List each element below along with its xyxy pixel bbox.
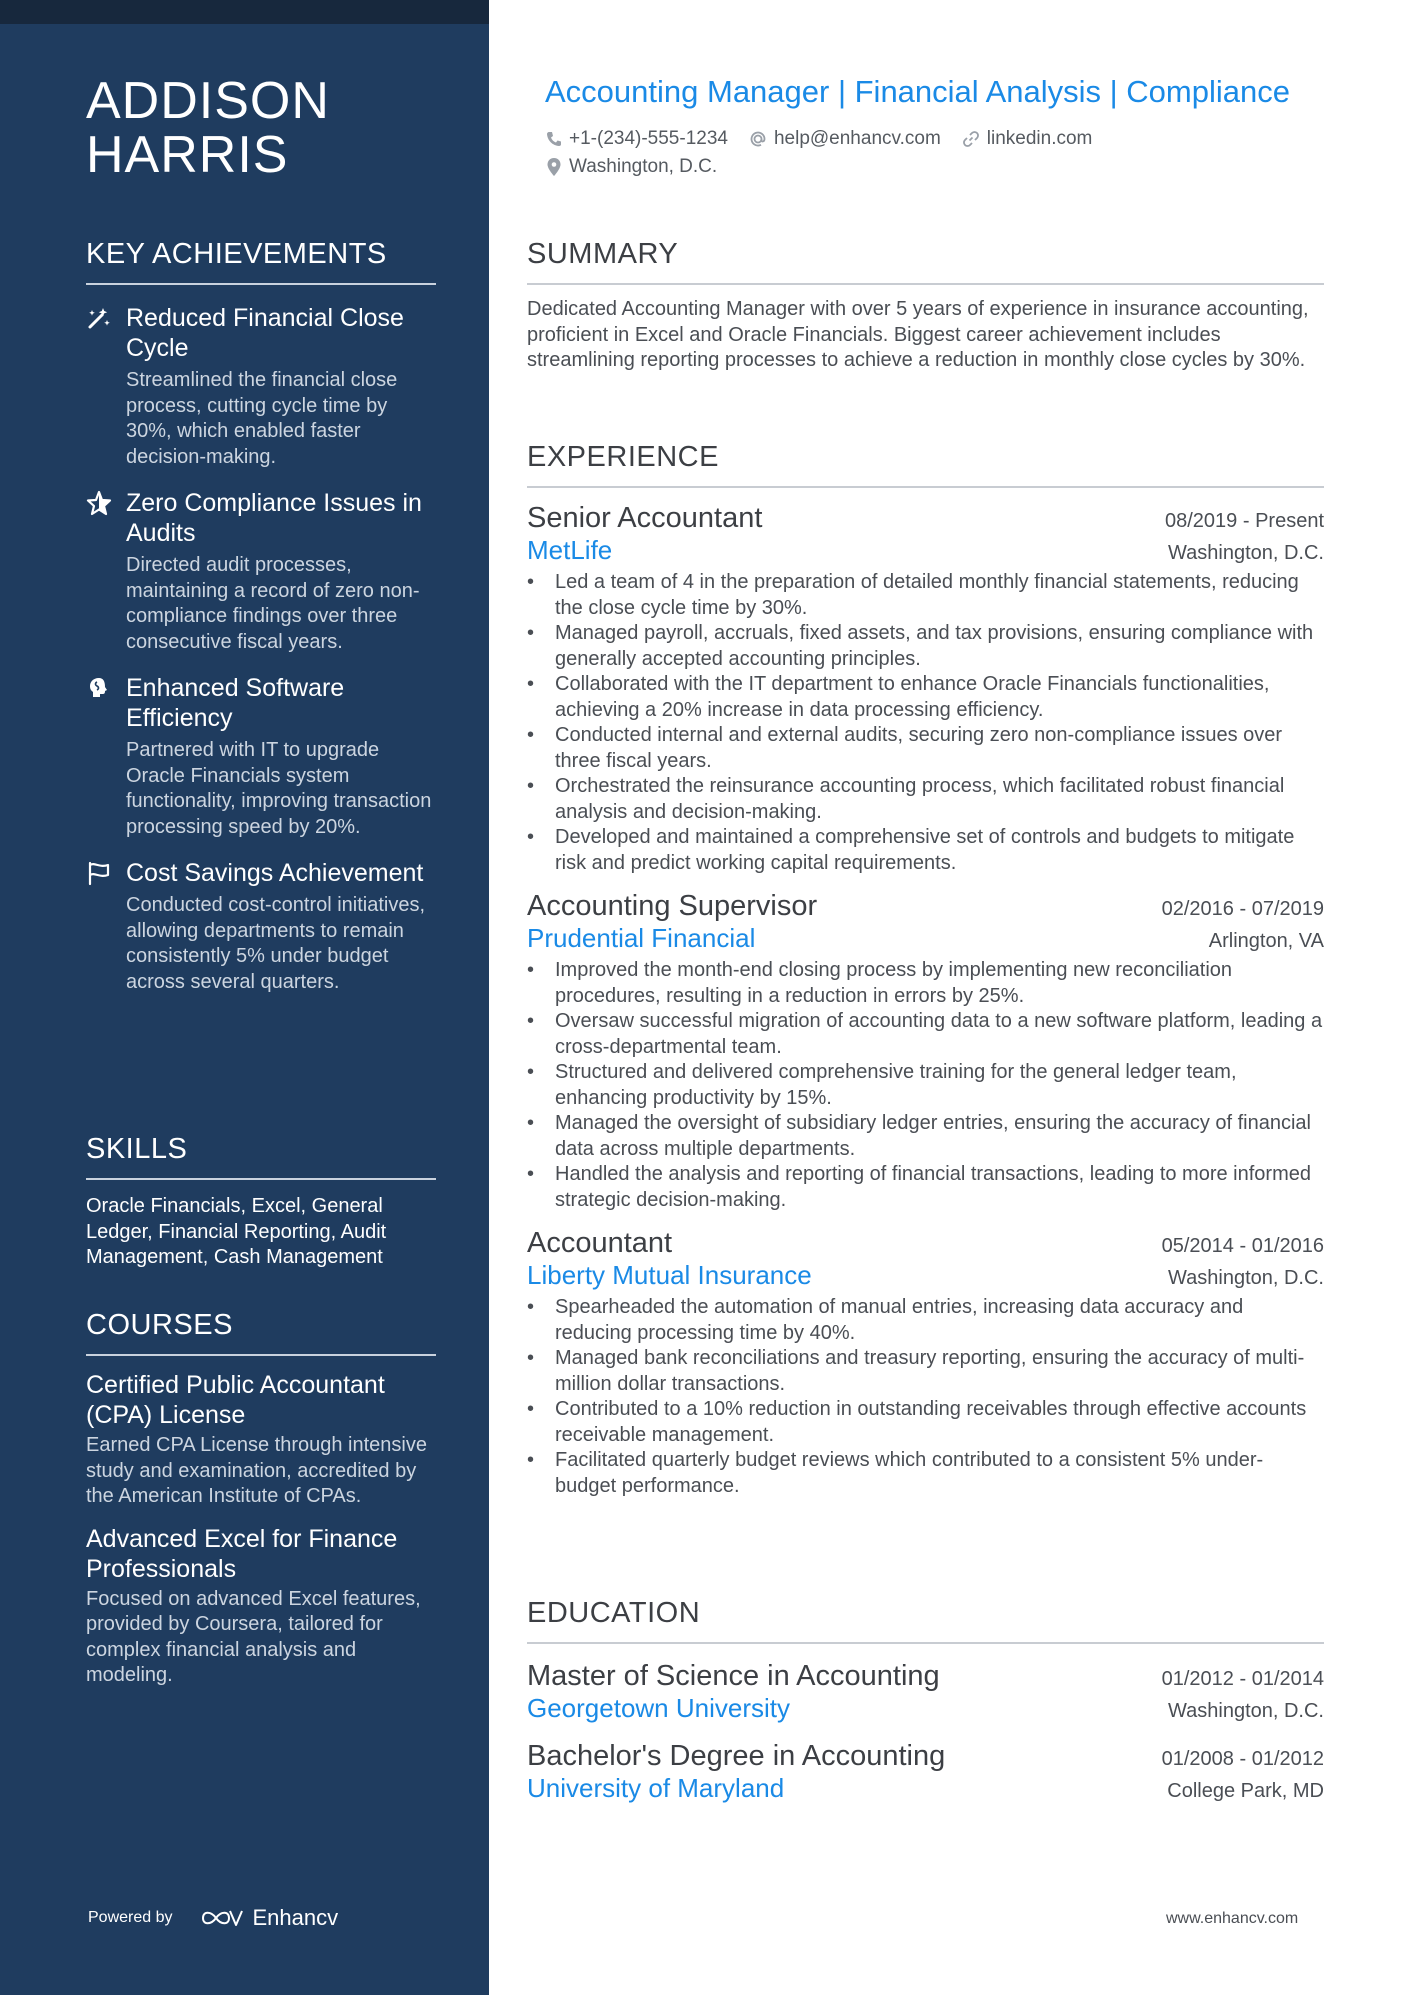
achievement-title: Cost Savings Achievement	[126, 859, 424, 887]
phone-text: +1-(234)-555-1234	[569, 128, 728, 149]
course-description: Focused on advanced Excel features, provided by Coursera, tailored for complex financial analysis and modeling.	[86, 1587, 421, 1686]
summary-heading: SUMMARY	[527, 238, 1324, 285]
candidate-name: ADDISON HARRIS	[86, 72, 330, 184]
link-contact[interactable]	[961, 128, 1093, 150]
degree-title: Master of Science in Accounting	[527, 1660, 940, 1692]
enhancv-logo-icon	[199, 1907, 245, 1929]
achievement-title: Reduced Financial Close Cycle	[126, 304, 404, 362]
headline: Accounting Manager | Financial Analysis | Compliance	[545, 74, 1290, 109]
bullet-item: • Spearheaded the automation of manual entries, increasing data accuracy and reducing processing time by 40%.	[527, 1295, 1324, 1346]
sidebar-top-bar	[0, 0, 489, 24]
link-text: linkedin.com	[986, 128, 1093, 149]
job-entry	[527, 502, 1324, 876]
bullet-item: • Improved the month-end closing process by implementing new reconciliation procedures, resulting in a reduction in errors by 25%.	[527, 958, 1324, 1009]
bullet-item: • Managed bank reconciliations and treasury reporting, ensuring the accuracy of multi-million dollar transactions.	[527, 1346, 1324, 1397]
skills-heading: SKILLS	[86, 1133, 436, 1180]
bullet-item: • Led a team of 4 in the preparation of detailed monthly financial statements, reducing the close cycle time by 30%.	[527, 570, 1324, 621]
bullet-item: • Contributed to a 10% reduction in outstanding receivables through effective accounts receivable management.	[527, 1397, 1324, 1448]
bullet-item: • Conducted internal and external audits, securing zero non-compliance issues over three fiscal years.	[527, 723, 1324, 774]
achievement-item	[86, 303, 436, 470]
education-heading: EDUCATION	[527, 1597, 1324, 1644]
magic-wand-icon	[86, 305, 112, 331]
summary-section	[527, 238, 1324, 374]
phone-icon	[545, 130, 563, 148]
job-dates: 02/2016 - 07/2019	[1161, 898, 1324, 920]
job-entry	[527, 1227, 1324, 1499]
job-title: Accounting Supervisor	[527, 890, 818, 922]
achievement-title: Enhanced Software Efficiency	[126, 674, 345, 732]
company-name[interactable]: Prudential Financial	[527, 923, 756, 953]
company-name[interactable]: Liberty Mutual Insurance	[527, 1260, 812, 1290]
school-location: College Park, MD	[1167, 1780, 1324, 1802]
bullet-item: • Developed and maintained a comprehensive set of controls and budgets to mitigate risk and predict working capital requirements.	[527, 825, 1324, 876]
course-item	[86, 1370, 436, 1510]
experience-heading: EXPERIENCE	[527, 441, 1324, 488]
key-achievements-heading: KEY ACHIEVEMENTS	[86, 238, 436, 285]
job-title: Senior Accountant	[527, 502, 763, 534]
skills-list: Oracle Financials, Excel, General Ledger, Financial Reporting, Audit Management, Cash Management	[86, 1195, 387, 1268]
email-text: help@enhancv.com	[773, 128, 941, 149]
achievement-item	[86, 488, 436, 655]
achievement-description: Partnered with IT to upgrade Oracle Financials system functionality, improving transaction processing speed by 20%.	[126, 739, 432, 838]
bullet-item: • Handled the analysis and reporting of financial transactions, leading to more informed strategic decision-making.	[527, 1162, 1324, 1213]
bullet-item: • Facilitated quarterly budget reviews which contributed to a consistent 5% under-budget performance.	[527, 1448, 1324, 1499]
skills-section	[86, 1133, 436, 1271]
bullet-item: • Managed the oversight of subsidiary ledger entries, ensuring the accuracy of financial data across multiple departments.	[527, 1111, 1324, 1162]
course-item	[86, 1524, 436, 1689]
job-location: Washington, D.C.	[1168, 1267, 1324, 1289]
achievement-item	[86, 858, 436, 995]
sidebar	[0, 0, 489, 1995]
job-dates: 05/2014 - 01/2016	[1161, 1235, 1324, 1257]
powered-by-label: Powered by	[88, 1909, 173, 1926]
at-icon	[748, 129, 768, 149]
bullet-item: • Collaborated with the IT department to enhance Oracle Financials functionalities, achieving a 20% increase in data processing efficiency.	[527, 672, 1324, 723]
job-bullets	[527, 570, 1324, 876]
course-description: Earned CPA License through intensive study and examination, accredited by the American Institute of CPAs.	[86, 1434, 427, 1507]
achievement-description: Conducted cost-control initiatives, allowing departments to remain consistently 5% under budget across several quarters.	[126, 894, 426, 993]
education-dates: 01/2012 - 01/2014	[1161, 1668, 1324, 1690]
experience-section	[527, 441, 1324, 1499]
course-title: Advanced Excel for Finance Professionals	[86, 1524, 398, 1583]
achievement-description: Directed audit processes, maintaining a record of zero non-compliance findings over three consecutive fiscal years.	[126, 554, 420, 653]
education-entry	[527, 1740, 1324, 1804]
education-entry	[527, 1660, 1324, 1724]
school-name[interactable]: University of Maryland	[527, 1773, 785, 1803]
key-achievements-section	[86, 238, 436, 995]
bullet-item: • Oversaw successful migration of accounting data to a new software platform, leading a cross-departmental team.	[527, 1009, 1324, 1060]
contact-row-1	[545, 128, 1112, 150]
brain-icon	[86, 675, 112, 701]
summary-text: Dedicated Accounting Manager with over 5 years of experience in insurance accounting, proficient in Excel and Oracle Financials. Biggest career achievement includes streamlining reporting processes to achieve a reduction in monthly close cycles by 30%.	[527, 298, 1309, 371]
job-dates: 08/2019 - Present	[1165, 510, 1324, 532]
job-location: Arlington, VA	[1208, 930, 1324, 952]
location-contact	[545, 156, 717, 178]
bullet-item: • Managed payroll, accruals, fixed assets, and tax provisions, ensuring compliance with generally accepted accounting principles.	[527, 621, 1324, 672]
job-bullets	[527, 958, 1324, 1213]
location-pin-icon	[545, 157, 563, 177]
footer-website-link[interactable]: www.enhancv.com	[1166, 1910, 1299, 1927]
degree-title: Bachelor's Degree in Accounting	[527, 1740, 946, 1772]
bullet-item: • Orchestrated the reinsurance accounting process, which facilitated robust financial analysis and decision-making.	[527, 774, 1324, 825]
bullet-item: • Structured and delivered comprehensive training for the general ledger team, enhancing productivity by 15%.	[527, 1060, 1324, 1111]
link-icon	[961, 129, 981, 149]
flag-icon	[86, 860, 112, 886]
job-title: Accountant	[527, 1227, 673, 1259]
phone-contact[interactable]	[545, 128, 728, 150]
school-name[interactable]: Georgetown University	[527, 1693, 790, 1723]
school-location: Washington, D.C.	[1168, 1700, 1324, 1722]
achievement-description: Streamlined the financial close process, cutting cycle time by 30%, which enabled faster decision-making.	[126, 369, 398, 468]
enhancv-logo[interactable]	[199, 1905, 339, 1931]
job-bullets	[527, 1295, 1324, 1499]
job-entry	[527, 890, 1324, 1213]
powered-by	[88, 1905, 338, 1931]
education-section	[527, 1597, 1324, 1804]
education-dates: 01/2008 - 01/2012	[1161, 1748, 1324, 1770]
course-title: Certified Public Accountant (CPA) License	[86, 1371, 385, 1429]
contact-row-2	[545, 156, 737, 178]
courses-heading: COURSES	[86, 1309, 436, 1356]
job-location: Washington, D.C.	[1168, 542, 1324, 564]
achievement-item	[86, 673, 436, 840]
enhancv-brand-name: Enhancv	[252, 1905, 339, 1930]
company-name[interactable]: MetLife	[527, 535, 613, 565]
email-contact[interactable]	[748, 128, 941, 150]
location-text: Washington, D.C.	[569, 156, 718, 177]
star-icon	[86, 490, 112, 516]
courses-section	[86, 1309, 436, 1689]
achievement-title: Zero Compliance Issues in Audits	[126, 489, 422, 547]
